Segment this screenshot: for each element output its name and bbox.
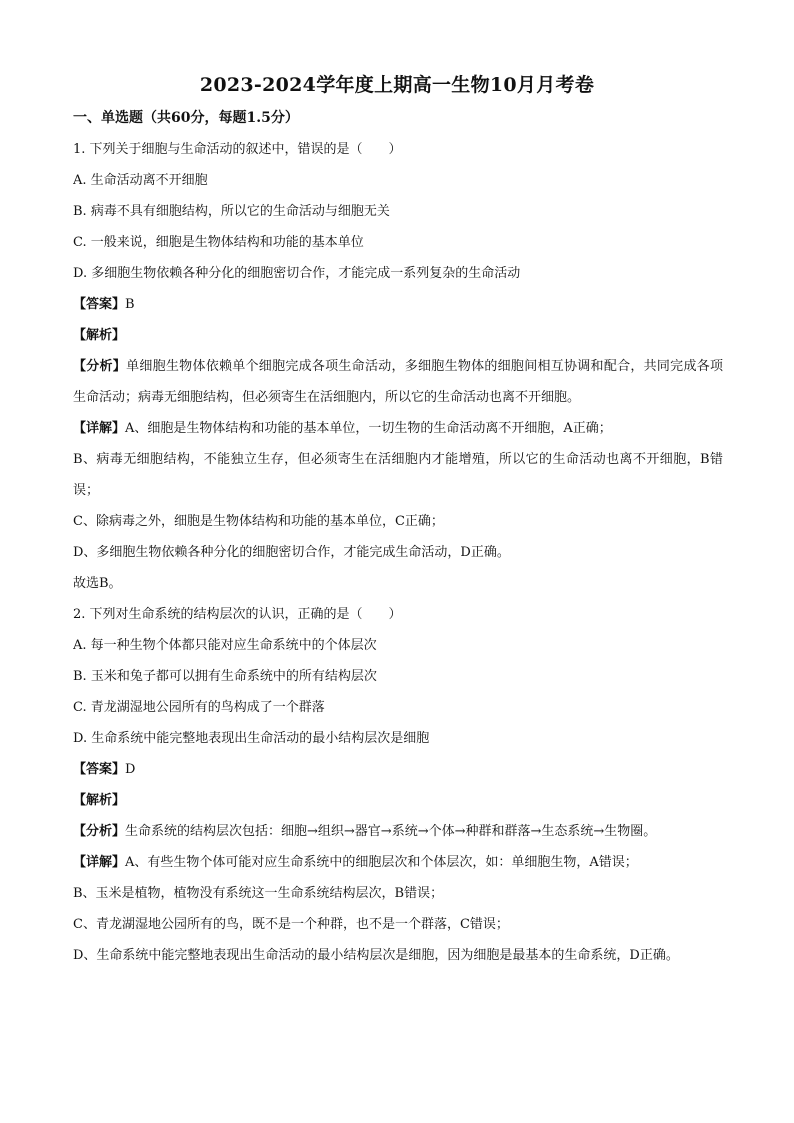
question-1 [73,134,723,599]
document-title: 2023-2024学年度上期高一生物10月月考卷 [199,74,595,96]
detail-paragraph [73,847,723,878]
option-a: A. 每一种生物个体都只能对应生命系统中的个体层次 [73,638,377,653]
answer-tag: 【答案】 [73,297,126,312]
analysis-tag: 【解析】 [73,793,126,808]
detail-b: B、玉米是植物，植物没有系统这一生命系统结构层次，B错误； [73,886,444,901]
analysis-paragraph [73,351,723,413]
answer-value: D [125,762,136,777]
fenxi-text: 生命系统的结构层次包括：细胞→组织→器官→系统→个体→种群和群落→生态系统→生物圈。 [125,824,657,839]
answer-value: B [125,297,135,312]
fenxi-text: 单细胞生物体依赖单个细胞完成各项生命活动，多细胞生物体的细胞间相互协调和配合，共同完成各项生命活动；病毒无细胞结构，但必须寄生在活细胞内，所以它的生命活动也离不开细胞。 [73,359,723,405]
analysis-paragraph [73,816,723,847]
option-c: C. 一般来说，细胞是生物体结构和功能的基本单位 [73,235,364,250]
detail-a: A、有些生物个体可能对应生命系统中的细胞层次和个体层次，如：单细胞生物，A错误； [125,855,638,870]
detail-c: C、青龙湖湿地公园所有的鸟，既不是一个种群，也不是一个群落，C错误； [73,917,509,932]
question-stem: 1. 下列关于细胞与生命活动的叙述中，错误的是（ ） [73,142,402,157]
fenxi-tag: 【分析】 [73,824,126,839]
option-b: B. 玉米和兔子都可以拥有生命系统中的所有结构层次 [73,669,377,684]
document-content [73,106,723,971]
xiangjie-tag: 【详解】 [73,855,126,870]
xiangjie-tag: 【详解】 [73,421,126,436]
fenxi-tag: 【分析】 [73,359,127,374]
detail-a: A、细胞是生物体结构和功能的基本单位，一切生物的生命活动离不开细胞，A正确； [125,421,612,436]
detail-c: C、除病毒之外，细胞是生物体结构和功能的基本单位，C正确； [73,514,444,529]
option-d: D. 多细胞生物依赖各种分化的细胞密切合作，才能完成一系列复杂的生命活动 [73,266,521,281]
detail-d: D、生命系统中能完整地表现出生命活动的最小结构层次是细胞，因为细胞是最基本的生命系统，D正确。 [73,948,679,963]
detail-b: B、病毒无细胞结构，不能独立生存，但必须寄生在活细胞内才能增殖，所以它的生命活动也离不开细胞，B错误； [73,452,723,498]
question-2 [73,599,723,971]
answer-line [73,289,723,320]
analysis-tag: 【解析】 [73,328,126,343]
question-stem: 2. 下列对生命系统的结构层次的认识，正确的是（ ） [73,607,402,622]
section-heading: 一、单选题（共60分，每题1.5分） [73,110,299,126]
analysis-heading [73,785,723,816]
option-a: A. 生命活动离不开细胞 [73,173,208,188]
option-c: C. 青龙湖湿地公园所有的鸟构成了一个群落 [73,700,325,715]
option-b: B. 病毒不具有细胞结构，所以它的生命活动与细胞无关 [73,204,390,219]
answer-line [73,754,723,785]
option-d: D. 生命系统中能完整地表现出生命活动的最小结构层次是细胞 [73,731,430,746]
answer-tag: 【答案】 [73,762,126,777]
analysis-heading [73,320,723,351]
detail-d: D、多细胞生物依赖各种分化的细胞密切合作，才能完成生命活动，D正确。 [73,545,510,560]
detail-paragraph [73,413,723,444]
conclusion: 故选B。 [73,576,122,591]
